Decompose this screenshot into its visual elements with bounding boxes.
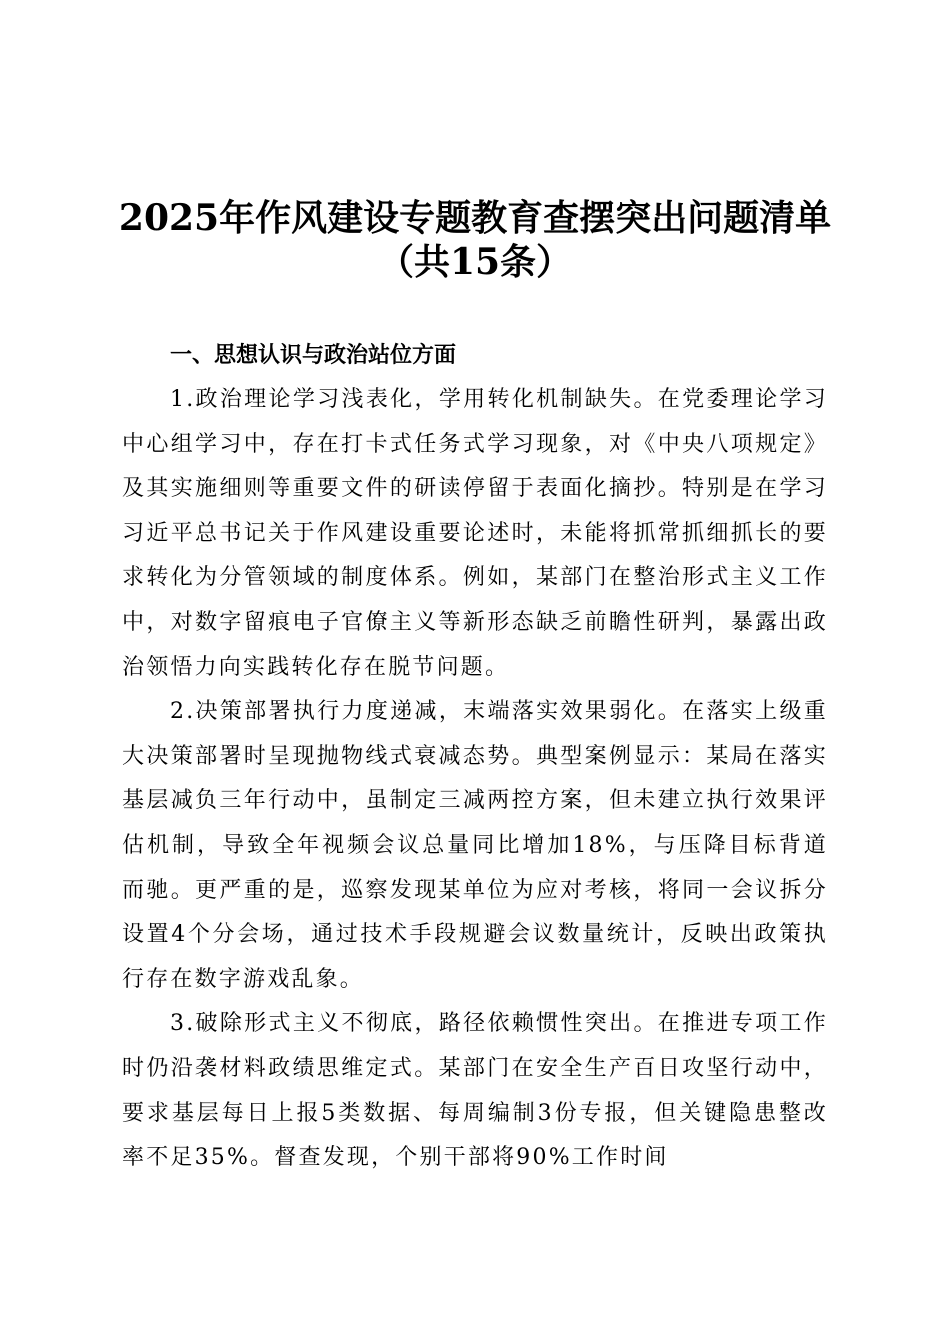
document-body <box>122 334 828 1181</box>
paragraph-item-1: 1.政治理论学习浅表化，学用转化机制缺失。在党委理论学习中心组学习中，存在打卡式任务式学习现象，对《中央八项规定》及其实施细则等重要文件的研读停留于表面化摘抄。特别是在学习习近平总书记关于作风建设重要论述时，未能将抓常抓细抓长的要求转化为分管领域的制度体系。例如，某部门在整治形式主义工作中，对数字留痕电子官僚主义等新形态缺乏前瞻性研判，暴露出政治领悟力向实践转化存在脱节问题。 <box>122 387 828 680</box>
paragraph-item-3: 3.破除形式主义不彻底，路径依赖惯性突出。在推进专项工作时仍沿袭材料政绩思维定式。某部门在安全生产百日攻坚行动中，要求基层每日上报5类数据、每周编制3份专报，但关键隐患整改率不足35%。督查发现，个别干部将90%工作时间 <box>122 1011 828 1171</box>
paragraph-item-2: 2.决策部署执行力度递减，末端落实效果弱化。在落实上级重大决策部署时呈现抛物线式衰减态势。典型案例显示：某局在落实基层减负三年行动中，虽制定三减两控方案，但未建立执行效果评估机制，导致全年视频会议总量同比增加18%，与压降目标背道而驰。更严重的是，巡察发现某单位为应对考核，将同一会议拆分设置4个分会场，通过技术手段规避会议数量统计，反映出政策执行存在数字游戏乱象。 <box>122 699 828 992</box>
document-subtitle: （共15条） <box>377 241 573 283</box>
section-heading: 一、思想认识与政治站位方面 <box>170 343 457 368</box>
document-title: 2025年作风建设专题教育查摆突出问题清单 <box>118 197 832 239</box>
